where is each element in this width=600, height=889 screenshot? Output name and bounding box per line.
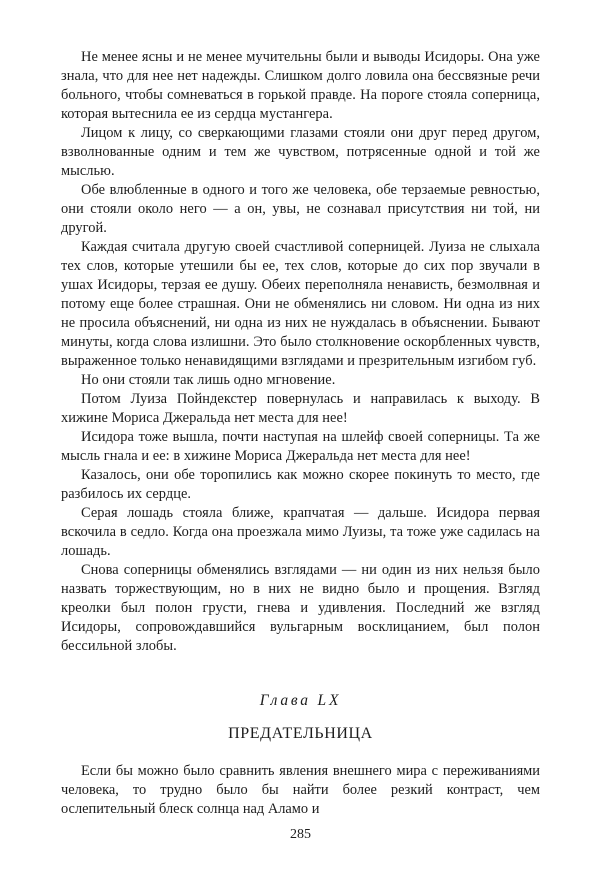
paragraph: Серая лошадь стояла ближе, крапчатая — дальше. Исидора первая вскочила в седло. Когда она проезжала мимо Луизы, та тоже уже садилась на лошадь. xyxy=(61,505,540,559)
paragraph: Не менее ясны и не менее мучительны были и выводы Исидоры. Она уже знала, что для нее нет надежды. Слишком долго ловила она бессвязные речи больного, чтобы сомневаться в горькой правде. На пороге стояла соперница, которая вытеснила ее из сердца мустангера. xyxy=(61,49,540,122)
paragraph: Но они стояли так лишь одно мгновение. xyxy=(81,372,336,388)
paragraph: Каждая считала другую своей счастливой соперницей. Луиза не слыхала тех слов, которые утешили бы ее, тех слов, которые до сих пор звучали в ушах Исидоры, терзая ее душу. Обеих переполняла ненависть, безмолвная и потому еще более страшная. Они не обменялись ни словом. Ни одна из них не просила объяснений, ни одна из них не нуждалась в объяснении. Бывают минуты, когда слова излишни. Это было столкновение оскорбленных чувств, выраженное только ненавидящими взглядами и презрительным изгибом губ. xyxy=(61,239,540,369)
body-text xyxy=(61,48,540,656)
paragraph: Казалось, они обе торопились как можно скорее покинуть то место, где разбилось их сердце. xyxy=(61,467,540,502)
paragraph: Лицом к лицу, со сверкающими глазами стояли они друг перед другом, взволнованные одним и тем же чувством, потрясенные одной и той же мыслью. xyxy=(61,125,540,179)
paragraph: Обе влюбленные в одного и того же человека, обе терзаемые ревностью, они стояли около него — а он, увы, не сознавал присутствия ни той, ни другой. xyxy=(61,182,540,236)
paragraph: Снова соперницы обменялись взглядами — ни один из них нельзя было назвать торжествующим, но в них не видно было и прощения. Взгляд креолки был полон грусти, гнева и удивления. Последний же взгляд Исидоры, сопровождавшийся вульгарным восклицанием, был полон бессильной злобы. xyxy=(61,562,540,654)
paragraph: Исидора тоже вышла, почти наступая на шлейф своей соперницы. Та же мысль гнала и ее: в хижине Мориса Джеральда нет места для нее! xyxy=(61,429,540,464)
page-number: 285 xyxy=(290,827,311,842)
paragraph: Потом Луиза Пойндекстер повернулась и направилась к выходу. В хижине Мориса Джеральда нет места для нее! xyxy=(61,391,540,426)
paragraph: Если бы можно было сравнить явления внешнего мира с переживаниями человека, то трудно было бы найти более резкий контраст, чем ослепительный блеск солнца над Аламо и xyxy=(61,763,540,817)
chapter-body-text xyxy=(61,762,540,819)
chapter-title: ПРЕДАТЕЛЬНИЦА xyxy=(228,725,373,742)
chapter-number: Глава LX xyxy=(259,692,342,709)
